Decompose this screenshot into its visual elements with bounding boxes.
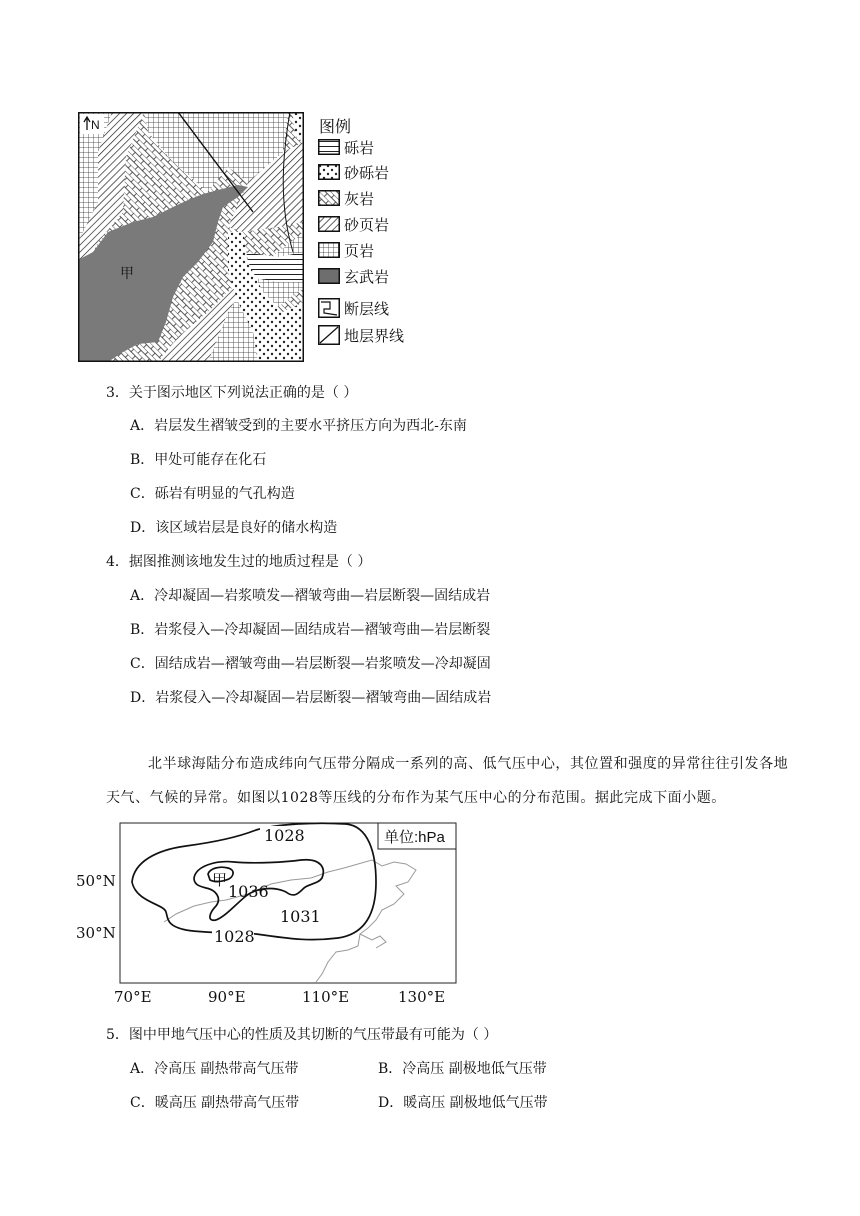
passage-line-2: 天气、气候的异常。如图以1028等压线的分布作为某气压中心的分布范围。据此完成下面小题。 [106, 790, 726, 806]
stratum-boundary-swatch-icon [318, 325, 340, 345]
legend-item [318, 298, 389, 318]
sandy-shale-swatch-icon [318, 216, 340, 232]
question-4-option-c: C．固结成岩—褶皱弯曲—岩层断裂—岩浆喷发—冷却凝固 [130, 656, 491, 672]
north-label: N [91, 118, 100, 132]
question-5-option-c: C．暖高压 副热带高气压带 [130, 1095, 300, 1111]
question-4-stem: 4．据图推测该地发生过的地质过程是（ ） [106, 554, 372, 570]
legend-item [318, 137, 374, 157]
basalt-swatch-icon [318, 268, 340, 284]
legend-title: 图例 [319, 117, 352, 136]
question-5-stem: 5．图中甲地气压中心的性质及其切断的气压带最有可能为（ ） [106, 1027, 498, 1043]
lon-label-90e: 90°E [208, 988, 246, 1006]
fault-line-swatch-icon [318, 298, 340, 318]
lon-label-70e: 70°E [114, 988, 152, 1006]
passage-line-1: 北半球海陆分布造成纬向气压带分隔成一系列的高、低气压中心，其位置和强度的异常往往引发各地 [148, 756, 789, 772]
isobar-label-1028-bottom: 1028 [214, 927, 255, 946]
lat-label-50n: 50°N [76, 872, 116, 890]
question-3-option-d: D．该区域岩层是良好的储水构造 [130, 520, 338, 536]
legend-label: 地层界线 [344, 326, 405, 345]
question-5-option-a: A．冷高压 副热带高气压带 [130, 1061, 299, 1077]
center-label-jia: 甲 [212, 871, 228, 889]
question-3-option-a: A．岩层发生褶皱受到的主要水平挤压方向为西北-东南 [130, 418, 467, 434]
pressure-map [76, 822, 460, 1008]
limestone-swatch-icon [318, 190, 340, 206]
conglomerate-swatch-icon [318, 139, 340, 155]
legend-item [318, 162, 389, 182]
question-5-option-b: B．冷高压 副极地低气压带 [378, 1061, 547, 1077]
legend-item [318, 266, 389, 286]
legend-label: 灰岩 [344, 189, 375, 208]
shale-swatch-icon [318, 242, 340, 258]
legend-label: 砂砾岩 [344, 163, 390, 182]
isobar-label-1036: 1036 [228, 882, 269, 901]
question-3-option-b: B．甲处可能存在化石 [130, 452, 267, 468]
isobar-label-1028-top: 1028 [264, 826, 305, 845]
legend-item [318, 325, 404, 345]
place-jia-label: 甲 [120, 266, 134, 282]
lat-label-30n: 30°N [76, 924, 116, 942]
legend-label: 断层线 [344, 299, 390, 318]
question-4-option-d: D．岩浆侵入—冷却凝固—岩层断裂—褶皱弯曲—固结成岩 [130, 690, 492, 706]
question-4-option-b: B．岩浆侵入—冷却凝固—固结成岩—褶皱弯曲—岩层断裂 [130, 622, 491, 638]
geology-map [78, 112, 304, 362]
legend-item [318, 214, 389, 234]
legend-item [318, 240, 374, 260]
isobar-label-1031: 1031 [280, 907, 321, 926]
legend-label: 砾岩 [344, 138, 375, 157]
unit-label: 单位:hPa [384, 829, 445, 846]
legend-item [318, 188, 374, 208]
question-5-option-d: D．暖高压 副极地低气压带 [378, 1095, 548, 1111]
question-4-option-a: A．冷却凝固—岩浆喷发—褶皱弯曲—岩层断裂—固结成岩 [130, 588, 491, 604]
legend-label: 页岩 [344, 241, 375, 260]
sandy-conglomerate-swatch-icon [318, 164, 340, 180]
lon-label-110e: 110°E [302, 988, 350, 1006]
legend-label: 砂页岩 [344, 215, 390, 234]
question-3-stem: 3．关于图示地区下列说法正确的是（ ） [106, 385, 358, 401]
question-3-option-c: C．砾岩有明显的气孔构造 [130, 486, 295, 502]
lon-label-130e: 130°E [398, 988, 446, 1006]
legend-label: 玄武岩 [344, 267, 390, 286]
